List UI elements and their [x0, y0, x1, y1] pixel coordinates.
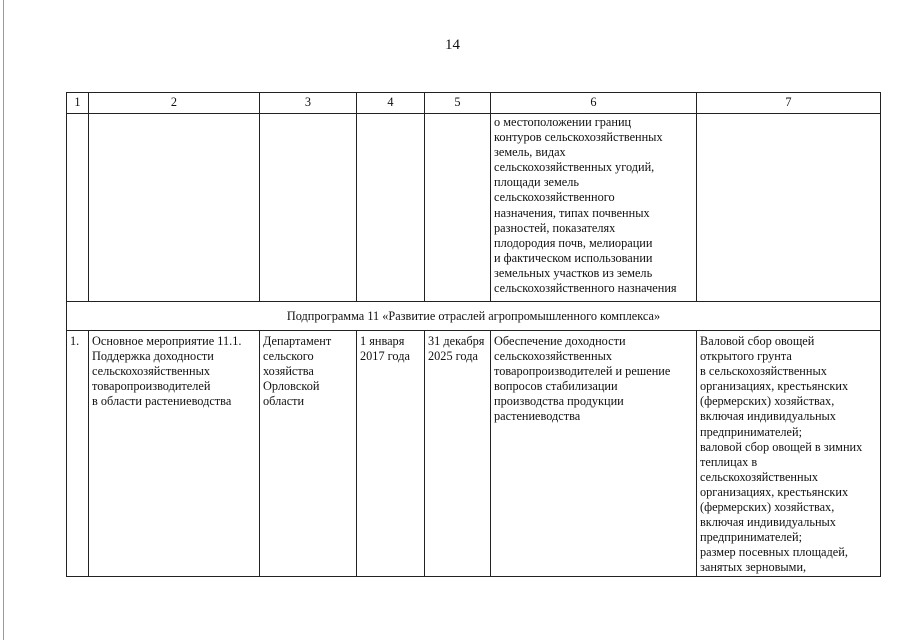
header-cell-4: 4 — [357, 93, 425, 114]
empty-cell — [425, 114, 491, 302]
header-cell-1: 1 — [67, 93, 89, 114]
header-cell-5: 5 — [425, 93, 491, 114]
empty-cell — [357, 114, 425, 302]
subprogram-title: Подпрограмма 11 «Развитие отраслей агропромышленного комплекса» — [67, 302, 881, 331]
empty-cell — [89, 114, 260, 302]
measure-name: Основное мероприятие 11.1. Поддержка доходности сельскохозяйственных товаропроизводителей в области растениеводства — [89, 331, 260, 577]
header-row — [67, 93, 881, 114]
executor: Департамент сельского хозяйства Орловской области — [260, 331, 357, 577]
empty-cell — [697, 114, 881, 302]
measures-table — [66, 92, 881, 577]
continuation-row — [67, 114, 881, 302]
expected-result: Обеспечение доходности сельскохозяйственных товаропроизводителей и решение вопросов стабилизации производства продукции растениеводства — [491, 331, 697, 577]
header-cell-3: 3 — [260, 93, 357, 114]
row-number: 1. — [67, 331, 89, 577]
continuation-result-text: о местоположении границ контуров сельскохозяйственных земель, видах сельскохозяйственных угодий, площади земель сельскохозяйственного назначения, типах почвенных разностей, показателях плодородия почв, мелиорации и фактическом использовании земельных участков из земель сельскохозяйственного назначения — [491, 114, 697, 302]
page-number: 14 — [445, 37, 460, 53]
header-cell-7: 7 — [697, 93, 881, 114]
header-cell-6: 6 — [491, 93, 697, 114]
header-cell-2: 2 — [89, 93, 260, 114]
page-edge-line — [3, 0, 4, 640]
indicators: Валовой сбор овощей открытого грунта в сельскохозяйственных организациях, крестьянских (фермерских) хозяйствах, включая индивидуальных предпринимателей; валовой сбор овощей в зимних теплицах в сельскохозяйственных организациях, крестьянских (фермерских) хозяйствах, включая индивидуальных предпринимателей; размер посевных площадей, занятых зерновыми, — [697, 331, 881, 577]
start-date: 1 января 2017 года — [357, 331, 425, 577]
empty-cell — [67, 114, 89, 302]
end-date: 31 декабря 2025 года — [425, 331, 491, 577]
empty-cell — [260, 114, 357, 302]
table-row — [67, 331, 881, 577]
subprogram-row — [67, 302, 881, 331]
